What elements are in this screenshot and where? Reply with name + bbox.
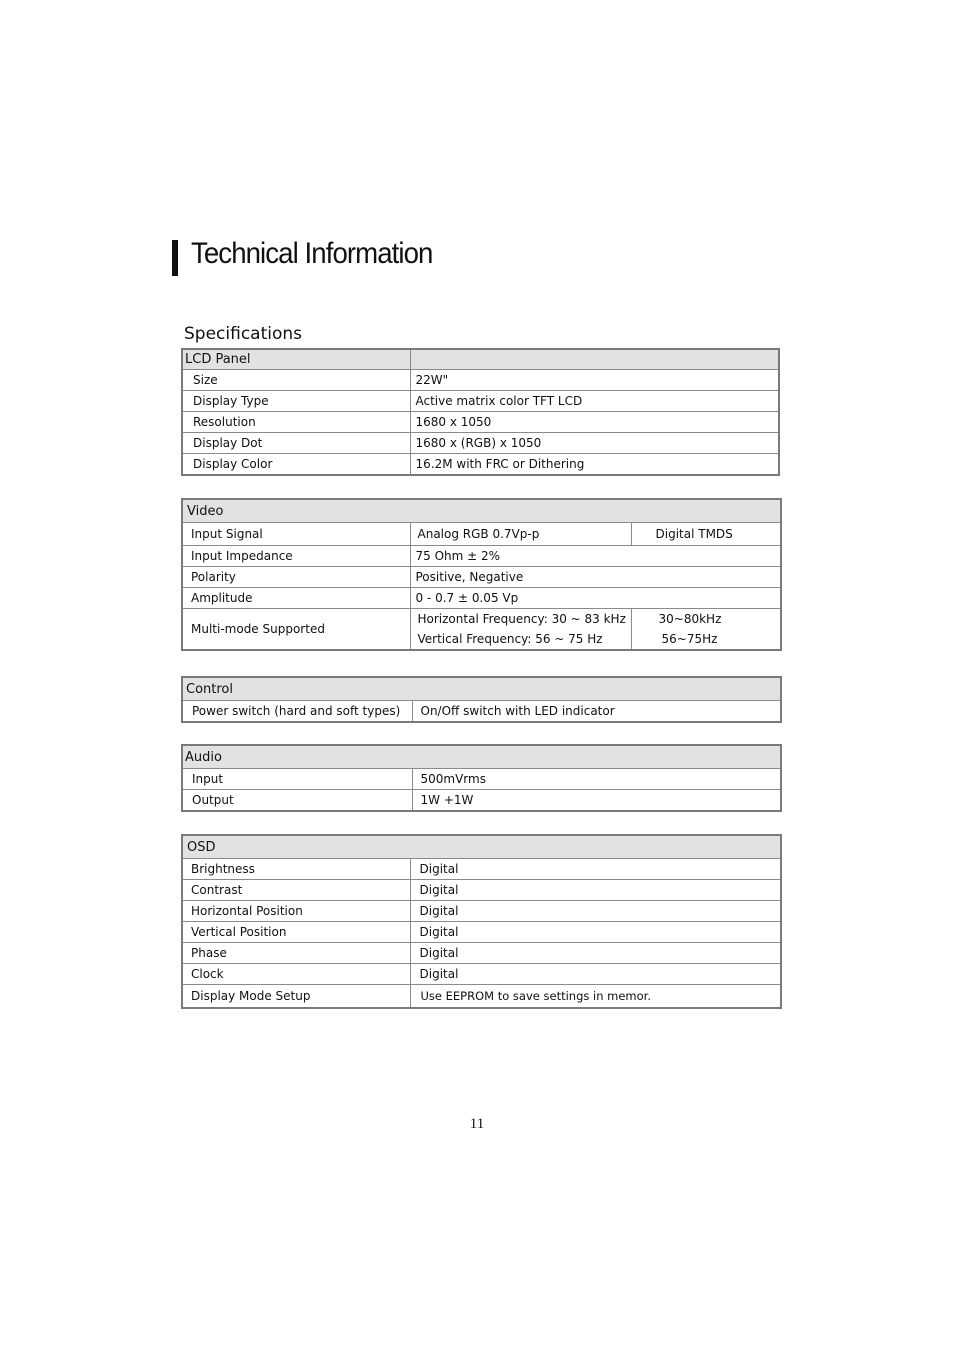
table-row	[182, 769, 781, 790]
spec-label: Multi-mode Supported	[182, 609, 410, 651]
spec-label: Contrast	[182, 880, 410, 901]
table-row	[182, 433, 779, 454]
spec-value-analog: Analog RGB 0.7Vp-p	[410, 523, 631, 546]
spec-label: Vertical Position	[182, 922, 410, 943]
spec-label: Resolution	[182, 412, 410, 433]
spec-value: On/Off switch with LED indicator	[412, 701, 781, 723]
table-header-row	[182, 349, 779, 370]
spec-value: 500mVrms	[412, 769, 781, 790]
table-header-row	[182, 677, 781, 701]
title-accent-bar	[172, 240, 178, 276]
table-row	[182, 370, 779, 391]
control-table	[181, 676, 782, 723]
table-header-row	[182, 745, 781, 769]
spec-value-digital: Digital TMDS	[631, 523, 781, 546]
spec-label: Display Color	[182, 454, 410, 476]
osd-heading: OSD	[182, 835, 781, 859]
spec-value: 22W"	[410, 370, 779, 391]
spec-value-analog: Vertical Frequency: 56 ~ 75 Hz	[410, 629, 631, 650]
spec-label: Display Mode Setup	[182, 985, 410, 1009]
audio-heading: Audio	[182, 745, 781, 769]
spec-label: Output	[182, 790, 412, 812]
table-row	[182, 454, 779, 476]
table-row	[182, 943, 781, 964]
table-row	[182, 701, 781, 723]
table-row	[182, 523, 781, 546]
spec-label: Input	[182, 769, 412, 790]
table-row	[182, 901, 781, 922]
spec-label: Input Impedance	[182, 546, 410, 567]
table-row	[182, 859, 781, 880]
spec-label: Amplitude	[182, 588, 410, 609]
table-row	[182, 790, 781, 812]
table-row	[182, 922, 781, 943]
spec-value: 16.2M with FRC or Dithering	[410, 454, 779, 476]
table-row	[182, 546, 781, 567]
spec-label: Clock	[182, 964, 410, 985]
spec-value: Use EEPROM to save settings in memor.	[410, 985, 781, 1009]
table-row	[182, 880, 781, 901]
spec-value-digital: 56~75Hz	[631, 629, 781, 650]
spec-label: Display Type	[182, 391, 410, 412]
table-row	[182, 567, 781, 588]
spec-value: 75 Ohm ± 2%	[410, 546, 781, 567]
spec-label: Brightness	[182, 859, 410, 880]
spec-value: Digital	[410, 922, 781, 943]
spec-label: Power switch (hard and soft types)	[182, 701, 412, 723]
spec-value: 1680 x 1050	[410, 412, 779, 433]
spec-label: Horizontal Position	[182, 901, 410, 922]
lcd-panel-table	[181, 348, 780, 476]
table-header-row	[182, 499, 781, 523]
table-row	[182, 964, 781, 985]
spec-value: Digital	[410, 880, 781, 901]
spec-value: 1680 x (RGB) x 1050	[410, 433, 779, 454]
page-title: Technical Information	[191, 237, 433, 270]
video-heading: Video	[182, 499, 781, 523]
page-number: 11	[469, 1116, 485, 1132]
spec-label: Phase	[182, 943, 410, 964]
table-row	[182, 412, 779, 433]
spec-label: Input Signal	[182, 523, 410, 546]
spec-label: Polarity	[182, 567, 410, 588]
spec-value-analog: Horizontal Frequency: 30 ~ 83 kHz	[410, 609, 631, 630]
table-header-row	[182, 835, 781, 859]
video-table	[181, 498, 782, 651]
table-row	[182, 588, 781, 609]
control-heading: Control	[182, 677, 781, 701]
audio-table	[181, 744, 782, 812]
table-row	[182, 609, 781, 630]
spec-value: Digital	[410, 964, 781, 985]
spec-value: 0 - 0.7 ± 0.05 Vp	[410, 588, 781, 609]
osd-table	[181, 834, 782, 1009]
spec-value: Digital	[410, 859, 781, 880]
spec-value: 1W +1W	[412, 790, 781, 812]
lcd-panel-heading: LCD Panel	[182, 349, 410, 370]
spec-value: Digital	[410, 901, 781, 922]
spec-value: Active matrix color TFT LCD	[410, 391, 779, 412]
spec-label: Size	[182, 370, 410, 391]
table-row	[182, 985, 781, 1009]
spec-value-digital: 30~80kHz	[631, 609, 781, 630]
table-row	[182, 391, 779, 412]
spec-label: Display Dot	[182, 433, 410, 454]
spec-value: Digital	[410, 943, 781, 964]
spec-value: Positive, Negative	[410, 567, 781, 588]
header-empty-cell	[410, 349, 779, 370]
section-subtitle: Specifications	[184, 324, 303, 344]
